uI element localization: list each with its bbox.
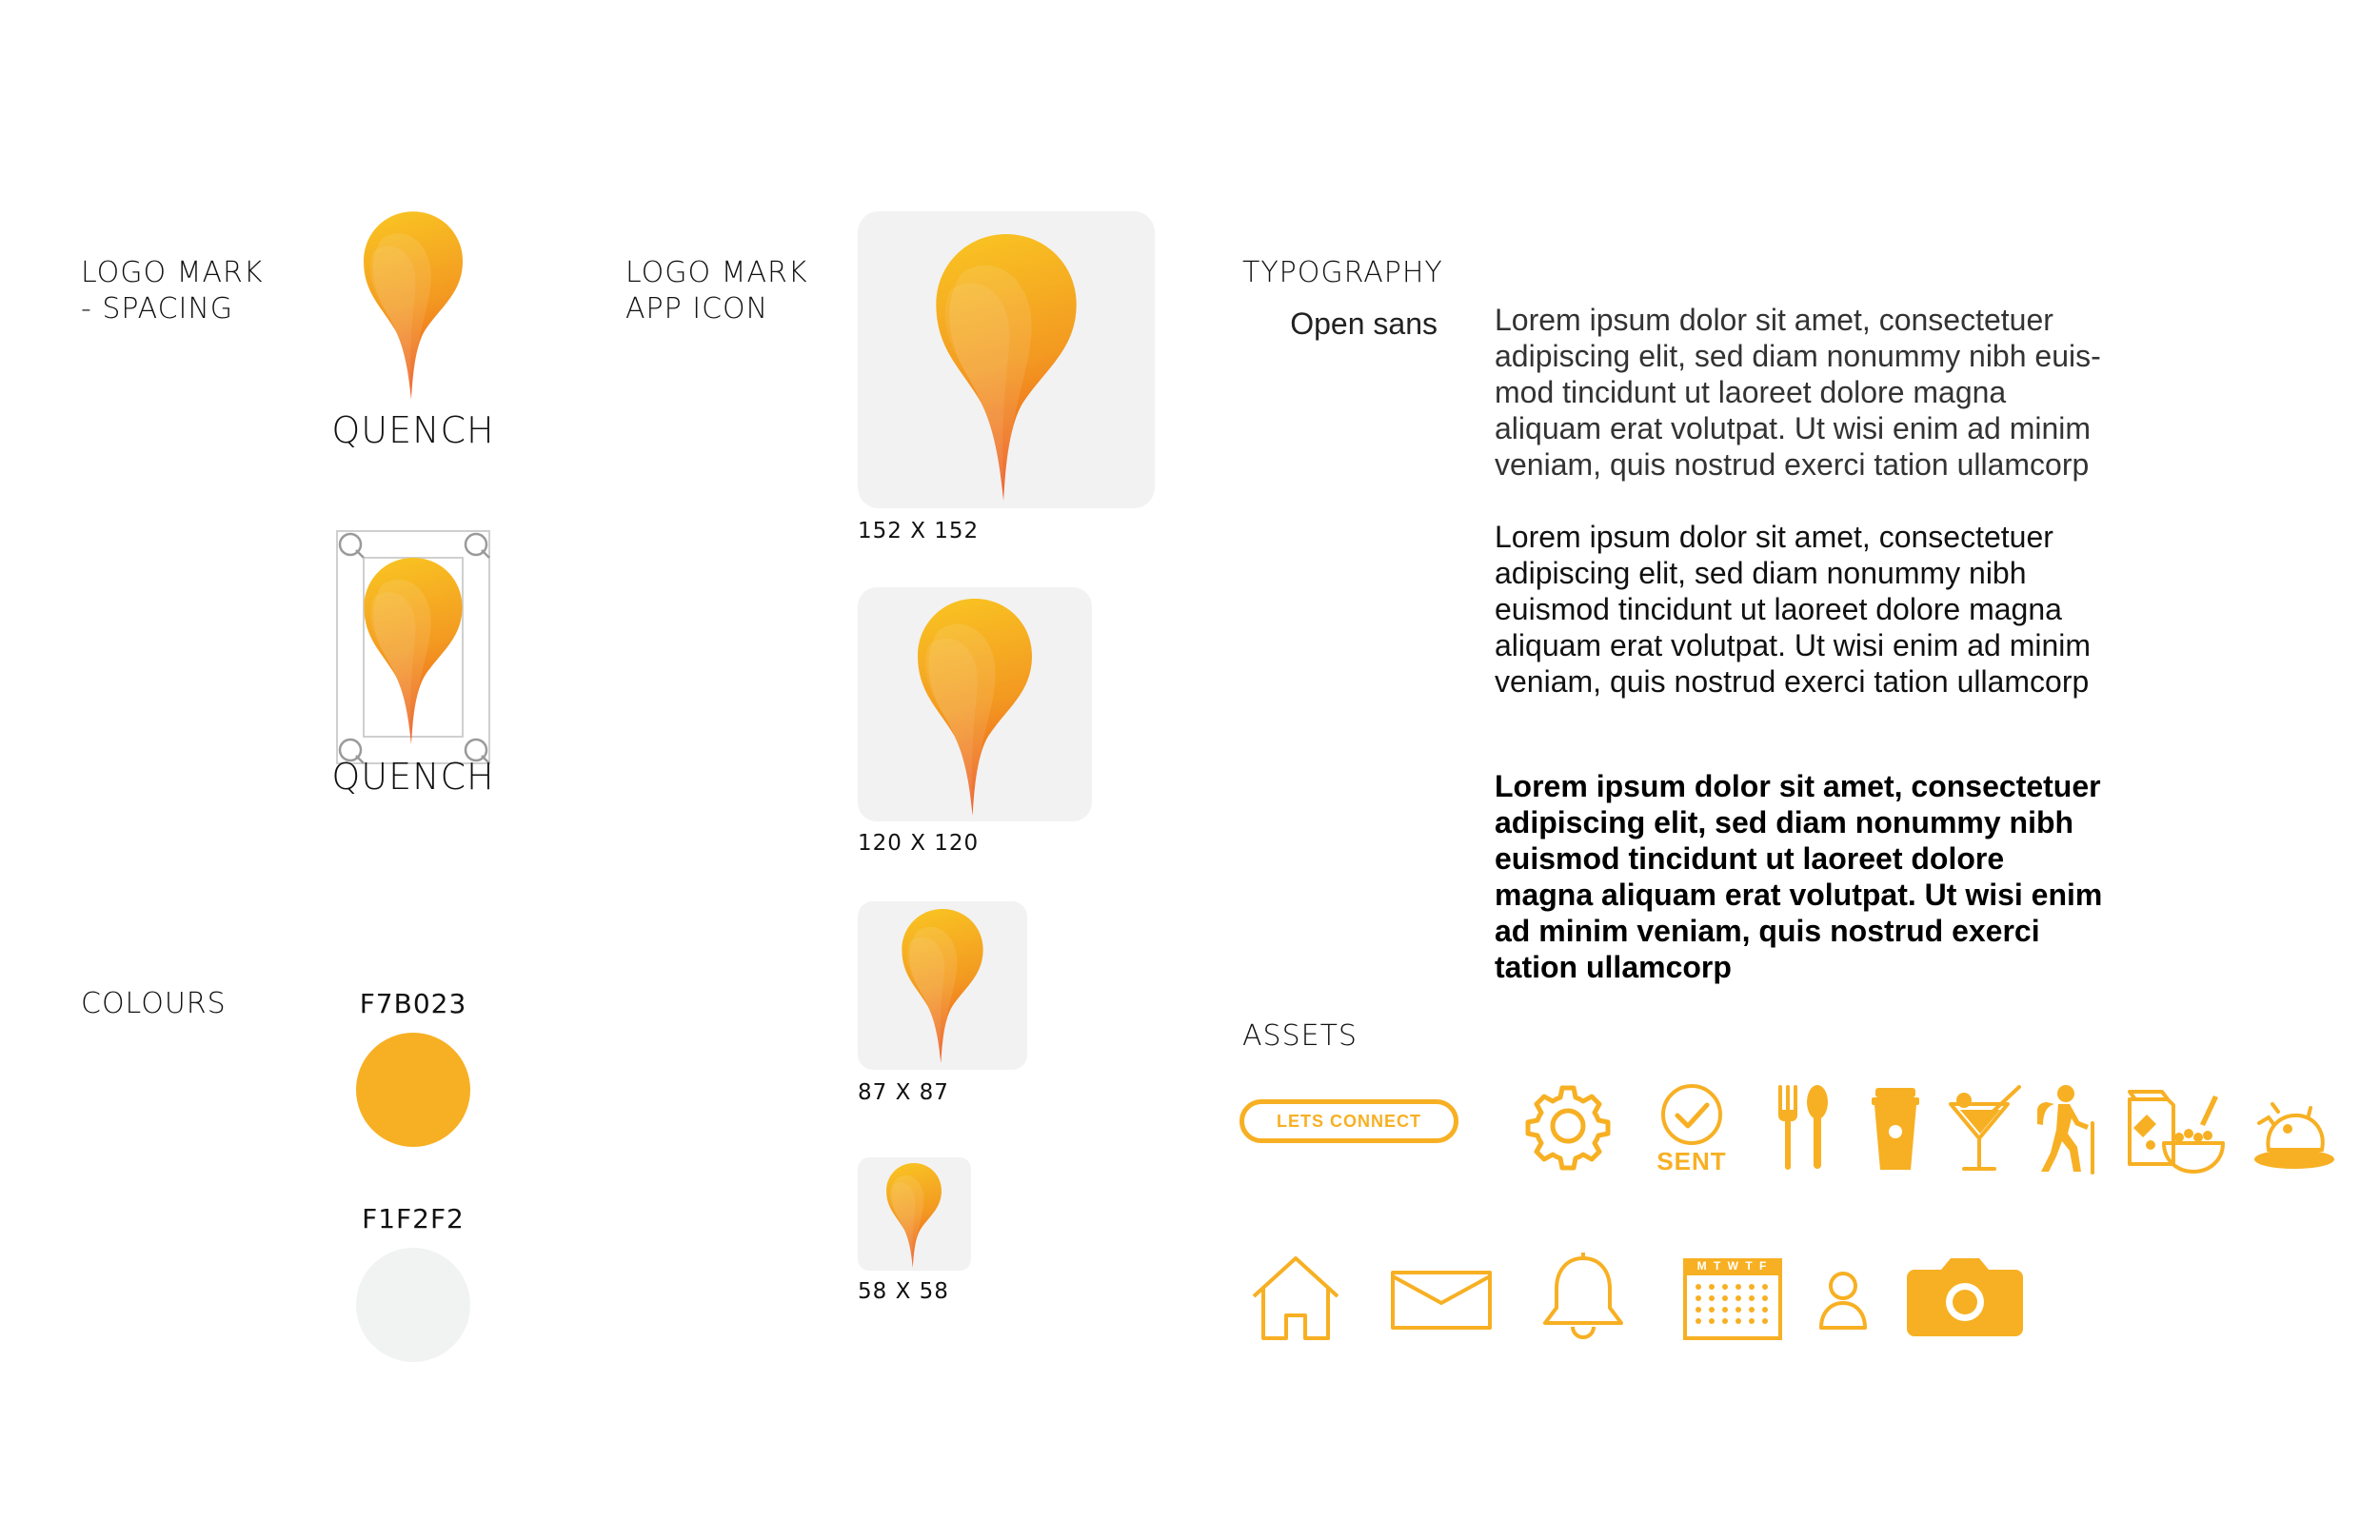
app-icon-heading-line2: APP ICON <box>625 292 769 326</box>
colours-heading: COLOURS <box>81 987 227 1020</box>
envelope-icon <box>1391 1271 1492 1330</box>
cereal-bowl-icon <box>2126 1090 2225 1175</box>
font-name-label: Open sans <box>1290 306 1438 341</box>
icon-size-label-120: 120 X 120 <box>858 831 980 856</box>
logo-spacing-heading-line2: - SPACING <box>81 292 234 326</box>
brand-wordmark: QUENCH <box>331 409 495 451</box>
sent-check-icon <box>1658 1083 1725 1146</box>
type-sample-bold: Lorem ipsum dolor sit amet, consectetuer adipiscing elit, sed diam nonummy nibh euismod tincidunt ut laoreet dolore magna aliquam erat volutpat. Ut wisi enim ad minim veniam, quis nostrud exerci tation ullamcorp <box>1495 769 2103 984</box>
assets-heading: ASSETS <box>1242 1019 1358 1053</box>
app-icon-tile-120 <box>858 587 1092 821</box>
type-sample-regular: Lorem ipsum dolor sit amet, consectetuer adipiscing elit, sed diam nonummy nibh euismod tincidunt ut laoreet dolore magna aliquam erat volutpat. Ut wisi enim ad minim veniam, quis nostrud exerci tation ullamcorp <box>1495 520 2092 699</box>
bell-icon <box>1542 1251 1624 1342</box>
colour-swatch-grey <box>356 1248 470 1362</box>
app-icon-tile-87 <box>858 901 1027 1070</box>
brand-wordmark-spacing: QUENCH <box>331 756 495 798</box>
fork-spoon-icon <box>1776 1085 1830 1171</box>
home-icon <box>1250 1253 1341 1342</box>
calendar-days-label: M T W T F <box>1696 1259 1769 1273</box>
camera-icon <box>1907 1256 2023 1336</box>
app-icon-drop-87 <box>902 909 983 1063</box>
typography-heading: TYPOGRAPHY <box>1242 256 1443 289</box>
icon-size-label-152: 152 X 152 <box>858 519 980 543</box>
coffee-cup-icon <box>1872 1088 1919 1170</box>
lets-connect-button[interactable]: LETS CONNECT <box>1240 1099 1458 1143</box>
colour-hex-label-1: F7B023 <box>359 988 467 1019</box>
app-icon-drop-58 <box>886 1163 942 1268</box>
app-icon-tile-58 <box>858 1157 971 1271</box>
cocktail-icon <box>1947 1085 2023 1173</box>
app-icon-tile-152 <box>858 211 1155 508</box>
hiker-icon <box>2035 1085 2098 1175</box>
app-icon-heading-line1: LOGO MARK <box>625 256 808 289</box>
app-icon-drop-120 <box>917 599 1033 816</box>
colour-swatch-orange <box>356 1033 470 1147</box>
sent-label: SENT <box>1656 1147 1727 1175</box>
logo-spacing-drop-icon <box>364 558 463 744</box>
app-icon-heading <box>625 255 808 327</box>
app-icon-drop-152 <box>934 234 1079 501</box>
type-sample-light: Lorem ipsum dolor sit amet, consectetuer adipiscing elit, sed diam nonummy nibh euis-mod tincidunt ut laoreet dolore magna aliquam erat volutpat. Ut wisi enim ad minim veniam, quis nostrud exerci tation ullamcorp <box>1495 303 2101 482</box>
user-icon <box>1818 1271 1868 1330</box>
logo-spacing-heading-line1: LOGO MARK <box>81 256 264 289</box>
gear-icon <box>1524 1082 1612 1170</box>
icon-size-label-87: 87 X 87 <box>858 1080 949 1105</box>
logo-spacing-heading <box>81 255 264 327</box>
chicken-dish-icon <box>2253 1095 2335 1171</box>
icon-size-label-58: 58 X 58 <box>858 1279 949 1304</box>
logo-drop-icon <box>364 211 463 400</box>
colour-hex-label-2: F1F2F2 <box>362 1203 465 1234</box>
